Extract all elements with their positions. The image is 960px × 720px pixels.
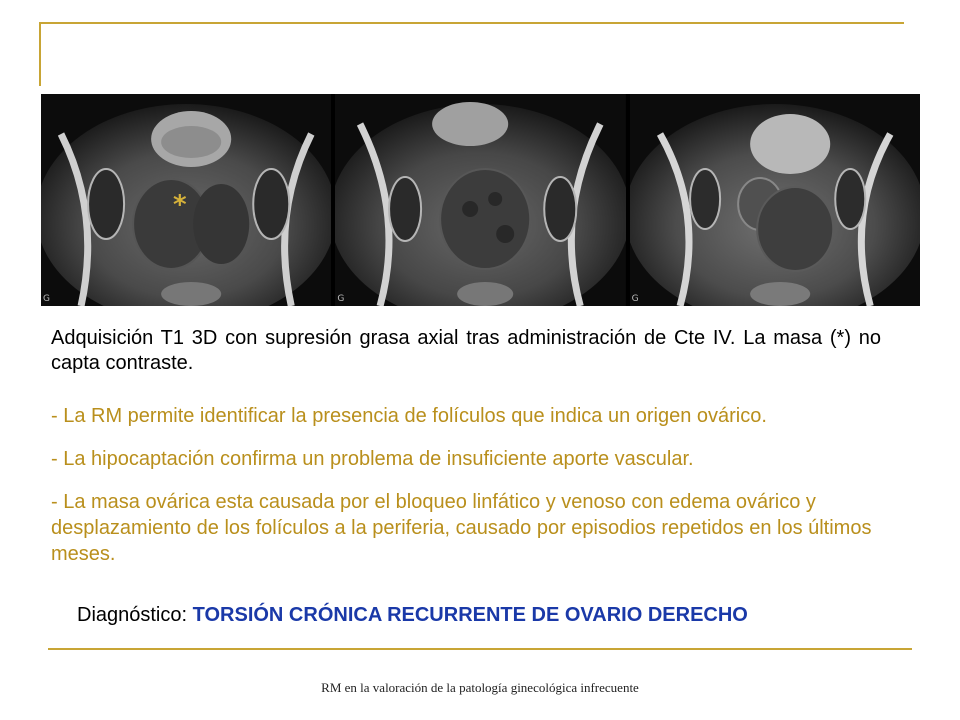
footer-title: RM en la valoración de la patología ginecológica infrecuente — [321, 680, 639, 695]
mri-image-strip — [41, 94, 920, 306]
footer-divider — [48, 648, 912, 650]
frame-left-line — [39, 22, 41, 86]
diagnosis-label: Diagnóstico: — [77, 604, 188, 626]
diagnosis-line — [77, 602, 748, 628]
mri-axial-image-2 — [335, 94, 625, 306]
image-corner-mark: G — [631, 294, 639, 304]
image-caption: Adquisición T1 3D con supresión grasa axial tras administración de Cte IV. La masa (*) no capta contraste. — [51, 327, 881, 374]
bullet-follicles: - La RM permite identificar la presencia de folículos que indica un origen ovárico. — [51, 405, 767, 427]
bullet-ovarian-mass-cause: - La masa ovárica esta causada por el bloqueo linfático y venoso con edema ovárico y desplazamiento de los folículos a la periferia, causado por episodios repetidos en los últimos meses. — [51, 491, 872, 565]
mri-axial-image-3 — [630, 94, 920, 306]
bullet-hypoenhancement: - La hipocaptación confirma un problema de insuficiente aporte vascular. — [51, 448, 694, 470]
image-corner-mark: G — [337, 294, 345, 304]
diagnosis-value: TORSIÓN CRÓNICA RECURRENTE DE OVARIO DERECHO — [192, 604, 748, 626]
mri-axial-image-1 — [41, 94, 331, 306]
frame-top-line — [40, 22, 904, 24]
image-corner-mark: G — [43, 294, 50, 304]
mass-asterisk-marker: * — [173, 190, 187, 220]
